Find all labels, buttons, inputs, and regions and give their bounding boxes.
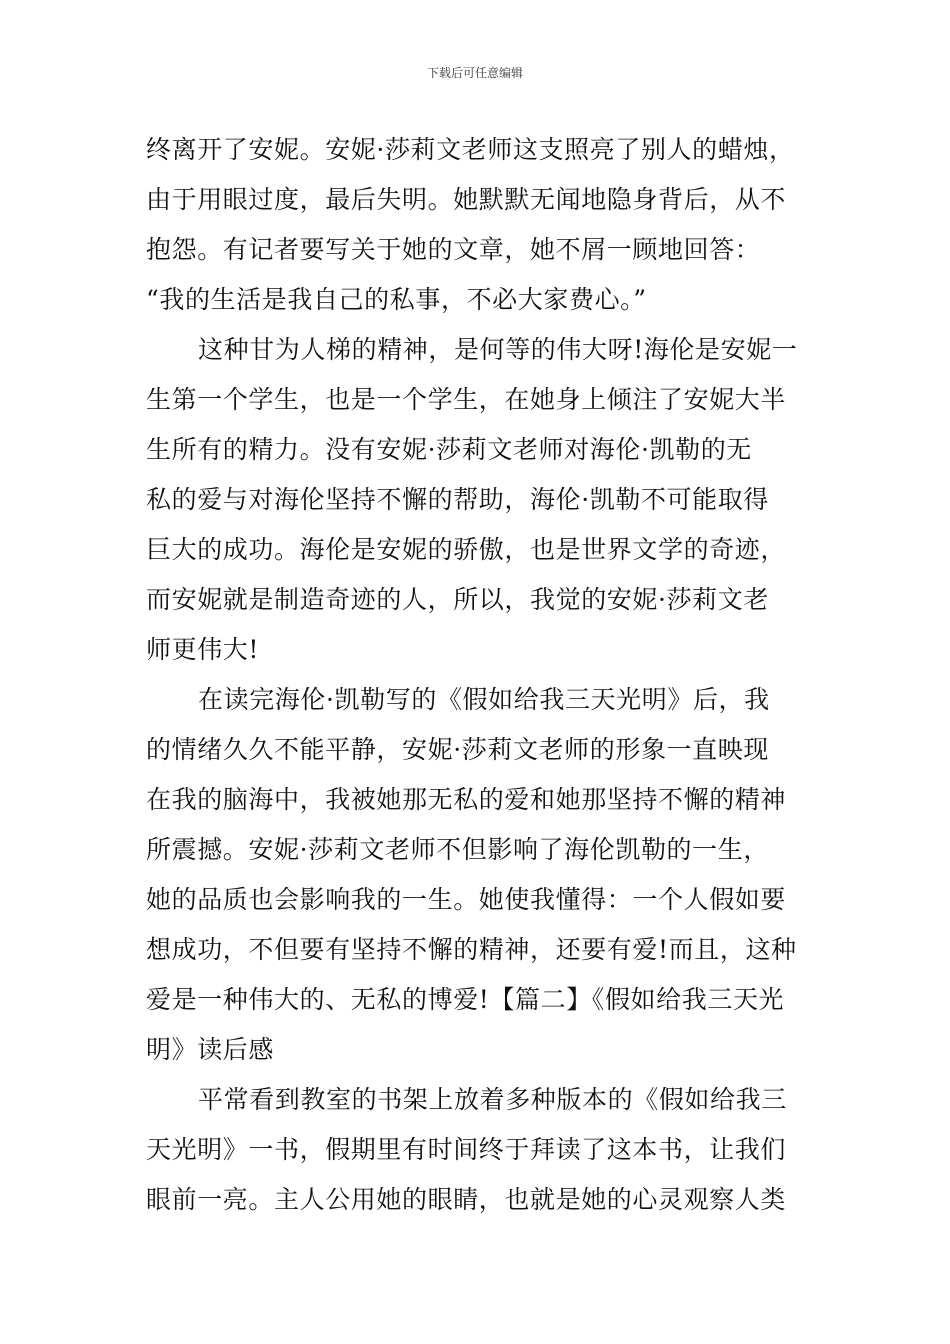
text-line: “我的生活是我自己的私事，不必大家费心。” — [146, 285, 647, 314]
paragraph-1 — [146, 125, 808, 325]
page-header: 下载后可任意编辑 — [426, 66, 523, 80]
text-line: 爱是一种伟大的、无私的博爱!【篇二】《假如给我三天光 — [146, 985, 785, 1014]
text-line: 生第一个学生，也是一个学生，在她身上倾注了安妮大半 — [146, 385, 787, 414]
text-line: 生所有的精力。没有安妮·莎莉文老师对海伦·凯勒的无 — [146, 435, 752, 464]
document-body — [146, 125, 808, 1225]
text-line: 巨大的成功。海伦是安妮的骄傲，也是世界文学的奇迹， — [146, 535, 787, 564]
text-line: 平常看到教室的书架上放着多种版本的《假如给我三 — [198, 1085, 787, 1114]
text-line: 由于用眼过度，最后失明。她默默无闻地隐身背后，从不 — [146, 185, 787, 214]
text-line: 明》读后感 — [146, 1035, 275, 1064]
paragraph-4 — [146, 1075, 808, 1225]
text-line: 私的爱与对海伦坚持不懈的帮助，海伦·凯勒不可能取得 — [146, 485, 769, 514]
text-line: 想成功，不但要有坚持不懈的精神，还要有爱!而且，这种 — [146, 935, 797, 964]
text-line: 这种甘为人梯的精神，是何等的伟大呀!海伦是安妮一 — [198, 335, 798, 364]
text-line: 的情绪久久不能平静，安妮·莎莉文老师的形象一直映现 — [146, 735, 769, 764]
text-line: 终离开了安妮。安妮·莎莉文老师这支照亮了别人的蜡烛， — [146, 135, 795, 164]
text-line: 眼前一亮。主人公用她的眼睛，也就是她的心灵观察人类 — [146, 1185, 787, 1214]
text-line: 抱怨。有记者要写关于她的文章，她不屑一顾地回答： — [146, 235, 761, 264]
paragraph-3 — [146, 675, 808, 1075]
text-line: 所震撼。安妮·莎莉文老师不但影响了海伦凯勒的一生， — [146, 835, 769, 864]
text-line: 在我的脑海中，我被她那无私的爱和她那坚持不懈的精神 — [146, 785, 787, 814]
paragraph-2 — [146, 325, 808, 675]
text-line: 天光明》一书，假期里有时间终于拜读了这本书，让我们 — [146, 1135, 787, 1164]
text-line: 师更伟大! — [146, 635, 260, 664]
text-line: 在读完海伦·凯勒写的《假如给我三天光明》后，我 — [198, 685, 770, 714]
text-line: 她的品质也会影响我的一生。她使我懂得：一个人假如要 — [146, 885, 787, 914]
text-line: 而安妮就是制造奇迹的人，所以，我觉的安妮·莎莉文老 — [146, 585, 769, 614]
